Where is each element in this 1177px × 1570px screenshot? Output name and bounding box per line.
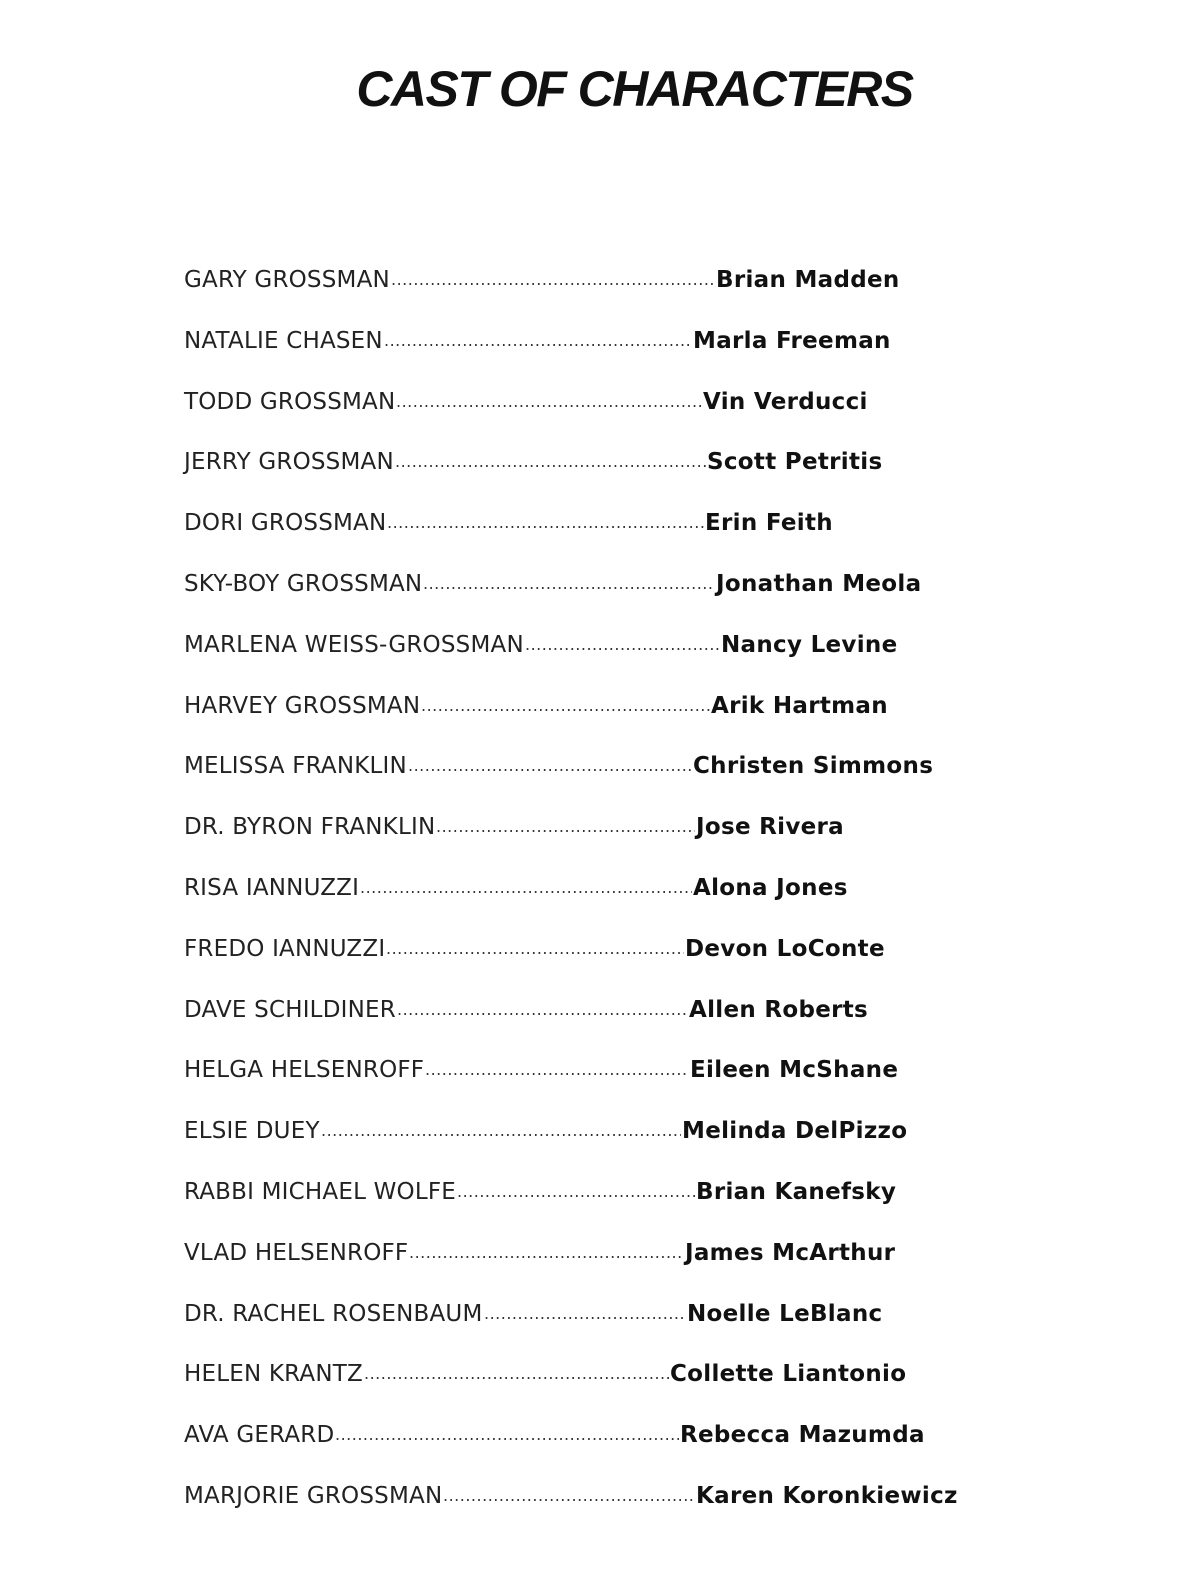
character-name: HELEN KRANTZ bbox=[184, 1361, 363, 1388]
character-name: DR. RACHEL ROSENBAUM bbox=[184, 1300, 483, 1327]
actor-name: Brian Kanefsky bbox=[696, 1178, 897, 1205]
dot-leader bbox=[396, 382, 702, 422]
page-title: CAST OF CHARACTERS bbox=[356, 61, 913, 117]
character-name: DR. BYRON FRANKLIN bbox=[184, 814, 436, 841]
dot-leader bbox=[423, 564, 715, 604]
dot-leader bbox=[364, 1354, 669, 1394]
actor-name: Brian Madden bbox=[716, 267, 900, 293]
character-name: ELSIE DUEY bbox=[184, 1118, 320, 1145]
character-name: RABBI MICHAEL WOLFE bbox=[184, 1178, 457, 1205]
actor-name: Allen Roberts bbox=[689, 996, 869, 1023]
dot-leader bbox=[443, 1476, 695, 1516]
dot-leader bbox=[384, 321, 692, 361]
actor-name: Christen Simmons bbox=[693, 753, 934, 780]
actor-name: Scott Petritis bbox=[707, 449, 883, 476]
actor-name: Marla Freeman bbox=[693, 327, 891, 354]
character-name: HARVEY GROSSMAN bbox=[184, 692, 421, 719]
actor-name: Jonathan Meola bbox=[716, 570, 922, 597]
actor-name: Collette Liantonio bbox=[670, 1361, 907, 1388]
dot-leader bbox=[335, 1415, 679, 1455]
dot-leader bbox=[484, 1294, 686, 1334]
actor-name: Eileen McShane bbox=[690, 1057, 899, 1084]
actor-name: Nancy Levine bbox=[721, 631, 898, 658]
character-name: MARLENA WEISS-GROSSMAN bbox=[184, 631, 524, 658]
actor-name: Rebecca Mazumda bbox=[680, 1422, 925, 1449]
actor-name: Arik Hartman bbox=[711, 692, 888, 719]
dot-leader bbox=[436, 807, 695, 847]
character-name: FREDO IANNUZZI bbox=[184, 935, 386, 962]
character-name: NATALIE CHASEN bbox=[184, 327, 383, 354]
character-name: HELGA HELSENROFF bbox=[184, 1057, 425, 1084]
actor-name: Jose Rivera bbox=[696, 814, 845, 841]
dot-leader bbox=[409, 1233, 684, 1273]
character-name: AVA GERARD bbox=[184, 1422, 335, 1449]
actor-name: Alona Jones bbox=[693, 874, 848, 901]
character-name: VLAD HELSENROFF bbox=[184, 1239, 409, 1266]
actor-name: Melinda DelPizzo bbox=[682, 1118, 908, 1145]
actor-name: Vin Verducci bbox=[703, 388, 868, 415]
dot-leader bbox=[391, 260, 715, 300]
actor-name: Noelle LeBlanc bbox=[687, 1300, 883, 1327]
actor-name: Karen Koronkiewicz bbox=[696, 1482, 958, 1509]
dot-leader bbox=[525, 625, 720, 665]
character-name: DORI GROSSMAN bbox=[184, 510, 387, 537]
actor-name: Erin Feith bbox=[705, 510, 833, 537]
character-name: JERRY GROSSMAN bbox=[184, 449, 394, 476]
character-name: MARJORIE GROSSMAN bbox=[184, 1482, 443, 1509]
dot-leader bbox=[408, 746, 692, 786]
actor-name: James McArthur bbox=[685, 1239, 896, 1266]
dot-leader bbox=[457, 1172, 695, 1212]
character-name: DAVE SCHILDINER bbox=[184, 996, 396, 1023]
character-name: SKY-BOY GROSSMAN bbox=[184, 570, 423, 597]
dot-leader bbox=[360, 868, 692, 908]
character-name: GARY GROSSMAN bbox=[184, 267, 390, 293]
dot-leader bbox=[397, 990, 688, 1030]
actor-name: Devon LoConte bbox=[685, 935, 885, 962]
dot-leader bbox=[321, 1111, 681, 1151]
dot-leader bbox=[387, 503, 704, 543]
character-name: MELISSA FRANKLIN bbox=[184, 753, 407, 780]
character-name: RISA IANNUZZI bbox=[184, 874, 360, 901]
character-name: TODD GROSSMAN bbox=[184, 388, 396, 415]
dot-leader bbox=[395, 442, 706, 482]
dot-leader bbox=[425, 1050, 689, 1090]
dot-leader bbox=[421, 686, 710, 726]
dot-leader bbox=[386, 929, 684, 969]
